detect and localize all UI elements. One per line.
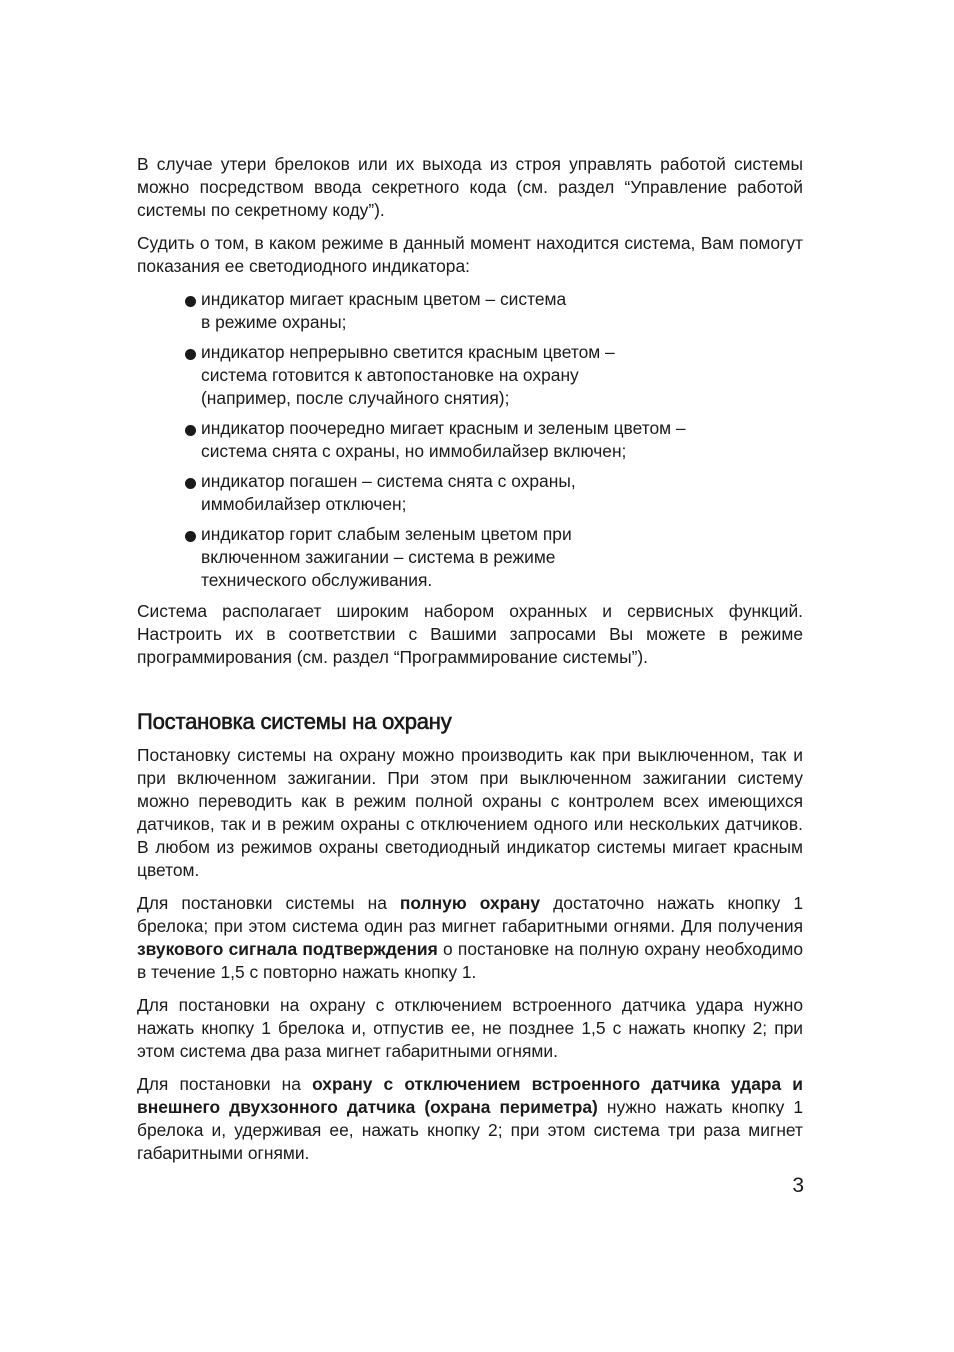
bullet-icon [185, 425, 196, 436]
page-number: 3 [792, 1174, 804, 1197]
intro-paragraph-lost-keyfobs: В случае утери брелоков или их выхода из строя управлять работой системы можно посредством ввода секретного кода (см. раздел “Управление работой системы по секретному коду”). [137, 154, 803, 220]
shock-sensor-off-paragraph: Для постановки на охрану с отключением встроенного датчика удара нужно нажать кнопку 1 брелока и, отпустив ее, не позднее 1,5 с нажать кнопку 2; при этом система два раза мигнет габаритными огнями. [137, 995, 803, 1061]
list-item: индикатор горит слабым зеленым цветом при включенном зажигании – система в режиме технического обслуживания. [185, 523, 803, 592]
bold-confirmation-signal: звукового сигнала подтверждения [137, 939, 438, 959]
list-item: индикатор мигает красным цветом – система в режиме охраны; [185, 288, 803, 334]
bullet-icon [185, 349, 196, 360]
bullet-icon [185, 296, 196, 307]
arming-intro-paragraph: Постановку системы на охрану можно производить как при выключенном, так и при включенном зажигании. При этом при выключенном зажигании систему можно переводить как в режим полной охраны с контролем всех имеющихся датчиков, так и в режим охраны с отключением одного или нескольких датчиков. В любом из режимов охраны светодиодный индикатор системы мигает красным цветом. [137, 745, 803, 880]
list-item: индикатор поочередно мигает красным и зеленым цветом – система снята с охраны, но иммобилайзер включен; [185, 417, 803, 463]
functions-paragraph: Система располагает широким набором охранных и сервисных функций. Настроить их в соответствии с Вашими запросами Вы можете в режиме программирования (см. раздел “Программирование системы”). [137, 601, 803, 667]
bold-perimeter-mode: охрану с отключением встроенного датчика удара и внешнего двухзонного датчика (охрана периметра) [137, 1074, 803, 1117]
intro-paragraph-indicator: Судить о том, в каком режиме в данный момент находится система, Вам помогут показания ее светодиодного индикатора: [137, 233, 803, 276]
bullet-icon [185, 531, 196, 542]
page-content [137, 153, 803, 1175]
bullet-icon [185, 478, 196, 489]
full-arming-paragraph: Для постановки системы на полную охрану достаточно нажать кнопку 1 брелока; при этом система один раз мигнет габаритными огнями. Для получения звукового сигнала подтверждения о постановке на полную охрану необходимо в течение 1,5 с повторно нажать кнопку 1. [137, 893, 803, 982]
bold-full-arming: полную охрану [399, 893, 541, 913]
list-item: индикатор непрерывно светится красным цветом – система готовится к автопостановке на охрану (например, после случайного снятия); [185, 341, 803, 410]
indicator-states-list [137, 288, 803, 592]
perimeter-arming-paragraph: Для постановки на охрану с отключением встроенного датчика удара и внешнего двухзонного датчика (охрана периметра) нужно нажать кнопку 1 брелока и, удерживая ее, нажать кнопку 2; при этом система три раза мигнет габаритными огнями. [137, 1074, 803, 1163]
list-item: индикатор погашен – система снята с охраны, иммобилайзер отключен; [185, 470, 803, 516]
section-title: Постановка системы на охрану [137, 709, 452, 734]
